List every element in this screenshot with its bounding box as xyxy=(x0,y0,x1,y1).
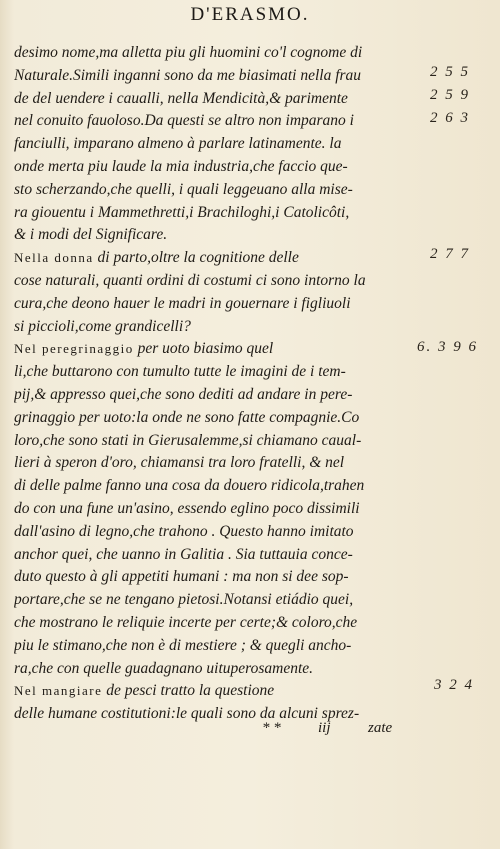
line-text: dall'asino di legno,che trahono . Questo hanno imitato xyxy=(14,522,354,540)
text-line xyxy=(14,133,400,156)
text-line xyxy=(14,544,400,567)
text-line xyxy=(14,452,400,475)
text-line xyxy=(14,384,400,407)
marginal-number: 3 2 4 xyxy=(434,677,474,693)
text-line xyxy=(14,430,400,453)
text-line xyxy=(14,270,400,293)
line-text: ra,che con quelle guadagnano uituperosamente. xyxy=(14,659,314,677)
text-line xyxy=(14,521,400,544)
text-line xyxy=(14,156,400,179)
line-text: anchor quei, che uanno in Galitia . Sia tuttauia conce- xyxy=(14,545,353,563)
line-text: duto questo à gli appetiti humani : ma non si dee sop- xyxy=(14,568,349,586)
small-caps-heading: Nella donna xyxy=(14,250,94,266)
signature-stars: * * xyxy=(262,720,281,736)
text-line xyxy=(14,498,400,521)
text-line xyxy=(14,338,400,361)
text-line xyxy=(14,247,400,270)
line-text: sto scherzando,che quelli, i quali leggeuano alla mise- xyxy=(14,180,353,198)
text-line xyxy=(14,703,400,726)
line-text: per uoto biasimo quel xyxy=(133,340,274,358)
line-text: Naturale.Simili inganni sono da me biasimati nella frau xyxy=(14,66,362,84)
line-text: do con una fune un'asino, essendo eglino poco dissimili xyxy=(14,499,360,517)
line-text: delle humane costitutioni:le quali sono da alcuni sprez- xyxy=(14,705,360,723)
line-text: de del uendere i caualli, nella Mendicità,& parimente xyxy=(14,89,348,107)
text-line xyxy=(14,680,400,703)
line-text: nel conuito fauoloso.Da questi se altro non imparano i xyxy=(14,112,354,130)
line-text: lieri à speron d'oro, chiamansi tra loro fratelli, & nel xyxy=(14,454,345,472)
small-caps-heading: Nel peregrinaggio xyxy=(14,341,134,357)
line-text: grinaggio per uoto:la onde ne sono fatte compagnie.Co xyxy=(14,408,360,426)
line-text: fanciulli, imparano almeno à parlare latinamente. la xyxy=(14,135,342,153)
line-text: & i modi del Significare. xyxy=(14,226,168,244)
running-head: D'ERASMO. xyxy=(190,4,310,25)
text-line xyxy=(14,293,400,316)
marginal-number: 2 5 5 xyxy=(430,64,470,80)
text-line xyxy=(14,566,400,589)
line-text: piu le stimano,che non è di mestiere ; & quegli ancho- xyxy=(14,636,352,654)
text-line xyxy=(14,88,400,111)
text-line xyxy=(14,475,400,498)
marginal-number: 2 5 9 xyxy=(430,87,470,103)
line-text: ra giouentu i Mammethretti,i Brachiloghi,i Catolicôti, xyxy=(14,203,350,221)
text-line xyxy=(14,589,400,612)
text-line xyxy=(14,110,400,133)
line-text: si piccioli,come grandicelli? xyxy=(14,317,191,335)
line-text: li,che buttarono con tumulto tutte le imagini de i tem- xyxy=(14,363,346,381)
marginal-number: 6. 3 9 6 xyxy=(417,339,478,355)
text-line xyxy=(14,202,400,225)
text-line xyxy=(14,658,400,681)
marginal-number: 2 6 3 xyxy=(430,110,470,126)
text-line xyxy=(14,224,400,247)
line-text: che mostrano le reliquie incerte per certe;& coloro,che xyxy=(14,613,358,631)
text-line xyxy=(14,361,400,384)
line-text: portare,che se ne tengano pietosi.Notansi etiádio quei, xyxy=(14,591,354,609)
text-line xyxy=(14,65,400,88)
text-line xyxy=(14,635,400,658)
line-text: cura,che deono hauer le madri in gouernare i figliuoli xyxy=(14,294,351,312)
line-text: de pesci tratto la questione xyxy=(102,682,275,700)
catchword: zate xyxy=(368,720,393,736)
text-line xyxy=(14,407,400,430)
line-text: loro,che sono stati in Gierusalemme,si chiamano caual- xyxy=(14,431,362,449)
line-text: di delle palme fanno una cosa da douero ridicola,trahen xyxy=(14,477,365,495)
text-block xyxy=(14,42,400,726)
text-line xyxy=(14,42,400,65)
text-line xyxy=(14,179,400,202)
line-text: pij,& appresso quei,che sono dediti ad andare in pere- xyxy=(14,385,353,403)
signature-mark: iij xyxy=(318,720,331,736)
line-text: di parto,oltre la cognitione delle xyxy=(93,249,299,267)
line-text: onde merta piu laude la mia industria,che faccio que- xyxy=(14,157,348,175)
marginal-number: 2 7 7 xyxy=(430,246,470,262)
line-text: cose naturali, quanti ordini di costumi ci sono intorno la xyxy=(14,271,366,289)
text-line xyxy=(14,316,400,339)
small-caps-heading: Nel mangiare xyxy=(14,683,103,699)
text-line xyxy=(14,612,400,635)
line-text: desimo nome,ma alletta piu gli huomini co'l cognome di xyxy=(14,44,363,61)
